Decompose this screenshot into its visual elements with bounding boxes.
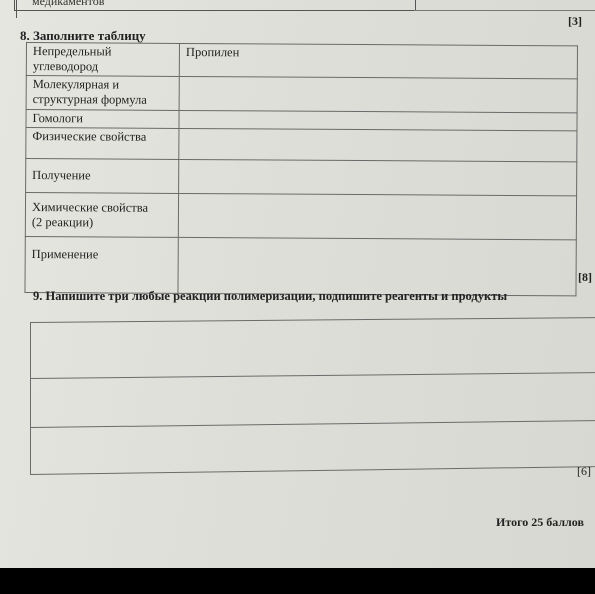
q9-score-mark: [6] xyxy=(577,464,591,478)
previous-question-fragment: медикаментов xyxy=(32,0,105,8)
row-label-cell xyxy=(25,236,178,293)
table-row xyxy=(26,43,577,79)
previous-box-divider xyxy=(16,0,17,18)
row-label-cell xyxy=(25,193,178,238)
row-label-line: Гомологи xyxy=(32,111,84,126)
row-label-cell xyxy=(26,128,179,160)
row-label-line: (2 реакции) xyxy=(31,214,94,229)
previous-answer-line xyxy=(414,10,595,11)
row-label-line: Молекулярная и xyxy=(32,77,120,92)
q9-answer-line-3[interactable] xyxy=(30,420,595,428)
q9-answer-line-4[interactable] xyxy=(30,466,595,475)
row-label-line: Получение xyxy=(32,168,91,183)
row-label-cell xyxy=(26,76,179,111)
table-row xyxy=(26,128,577,162)
row-value-cell[interactable] xyxy=(179,128,577,161)
q8-title: 8. Заполните таблицу xyxy=(20,28,146,43)
q9-answer-box-left-edge xyxy=(30,322,31,474)
row-label-line: Химические свойства xyxy=(31,199,149,215)
row-value-cell[interactable] xyxy=(178,237,576,295)
row-value-cell[interactable] xyxy=(179,43,577,78)
row-label-cell xyxy=(26,159,179,194)
row-label-line: Физические свойства xyxy=(32,129,147,144)
table-row xyxy=(26,76,577,113)
row-label-cell xyxy=(26,43,179,77)
q7-score-mark: [3] xyxy=(568,14,582,28)
q8-score-mark: [8] xyxy=(578,270,592,284)
total-score: Итого 25 баллов xyxy=(496,515,584,529)
table-row xyxy=(25,236,576,295)
table-row xyxy=(25,193,576,240)
q9-answer-line-2[interactable] xyxy=(30,372,595,379)
row-value-cell[interactable] xyxy=(179,76,577,112)
q9-title: 9. Напишите три любые реакции полимеризации, подпишите реагенты и продукты xyxy=(33,289,508,303)
row-value-cell[interactable] xyxy=(179,110,577,130)
row-label-line: Непредельный xyxy=(32,44,112,59)
row-value-cell[interactable] xyxy=(179,159,577,195)
row-label-line: структурная формула xyxy=(32,92,147,107)
row-label-cell xyxy=(26,110,179,129)
q9-answer-line-1[interactable] xyxy=(30,317,595,323)
row-value-cell[interactable] xyxy=(178,193,576,239)
table-row xyxy=(26,159,577,196)
q8-table xyxy=(24,42,578,296)
row-label-line: Применение xyxy=(31,247,99,262)
row-value-text: Пропилен xyxy=(185,44,240,60)
row-label-line: углеводород xyxy=(32,59,99,74)
dark-background-strip xyxy=(0,568,595,594)
